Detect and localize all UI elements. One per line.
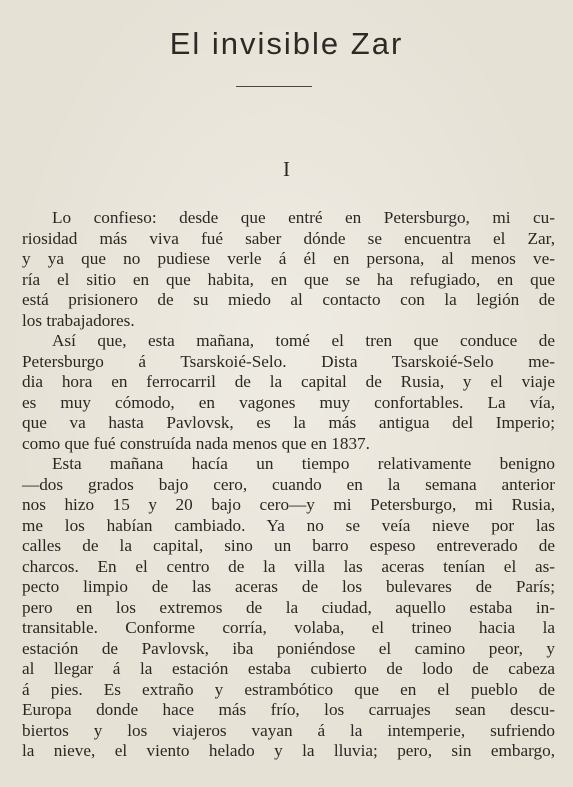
text-line: que va hasta Pavlovsk, es la más antigua del Imperio; [22, 413, 555, 432]
text-line: biertos y los viajeros vayan á la intemperie, sufriendo [22, 720, 555, 740]
text-line: nos hizo 15 y 20 bajo cero—y mi Petersburgo, mi Rusia, [22, 495, 555, 514]
text-line: Así que, esta mañana, tomé el tren que conduce de [52, 331, 555, 350]
text-line: dia hora en ferrocarril de la capital de Rusia, y el viaje [22, 372, 555, 391]
text-line: Esta mañana hacía un tiempo relativamente benigno [52, 454, 555, 473]
page-title: El invisible Zar [169, 26, 404, 61]
text-line: Lo confieso: desde que entré en Petersburgo, mi cu- [52, 208, 555, 227]
chapter-number: I [283, 157, 290, 181]
text-line: al llegar á la estación estaba cubierto de lodo de cabeza [22, 659, 555, 678]
text-line: charcos. En el centro de la villa las aceras tenían el as- [22, 556, 555, 576]
text-line: ría el sitio en que habita, en que se ha refugiado, en que [22, 269, 555, 289]
title-divider [236, 86, 312, 87]
text-line: la nieve, el viento helado y la lluvia; pero, sin embargo, [22, 741, 555, 760]
text-line: riosidad más viva fué saber dónde se encuentra el Zar, [22, 228, 555, 248]
text-line: es muy cómodo, en vagones muy confortables. La vía, [22, 392, 555, 412]
text-line: —dos grados bajo cero, cuando en la semana anterior [22, 474, 555, 494]
text-line: calles de la capital, sino un barro espeso entreverado de [22, 536, 555, 555]
body-text [22, 208, 555, 762]
text-line: á pies. Es extraño y estrambótico que en el pueblo de [22, 679, 555, 699]
text-line: me los habían cambiado. Ya no se veía nieve por las [22, 515, 555, 535]
text-line: como que fué construída nada menos que en 1837. [22, 433, 370, 453]
text-line: Europa donde hace más frío, los carruajes sean descu- [22, 700, 555, 719]
text-line: pecto limpio de las aceras de los bulevares de París; [22, 577, 555, 596]
text-line: transitable. Conforme corría, volaba, el trineo hacia la [22, 618, 555, 637]
text-line: está prisionero de su miedo al contacto con la legión de [22, 290, 555, 309]
text-line: y ya que no pudiese verle á él en persona, al menos ve- [22, 249, 555, 268]
text-line: Petersburgo á Tsarskoié-Selo. Dista Tsarskoié-Selo me- [22, 351, 555, 371]
text-line: pero en los extremos de la ciudad, aquello estaba in- [22, 597, 555, 617]
text-line: los trabajadores. [22, 310, 135, 330]
text-line: estación de Pavlovsk, iba poniéndose el camino peor, y [22, 638, 555, 658]
